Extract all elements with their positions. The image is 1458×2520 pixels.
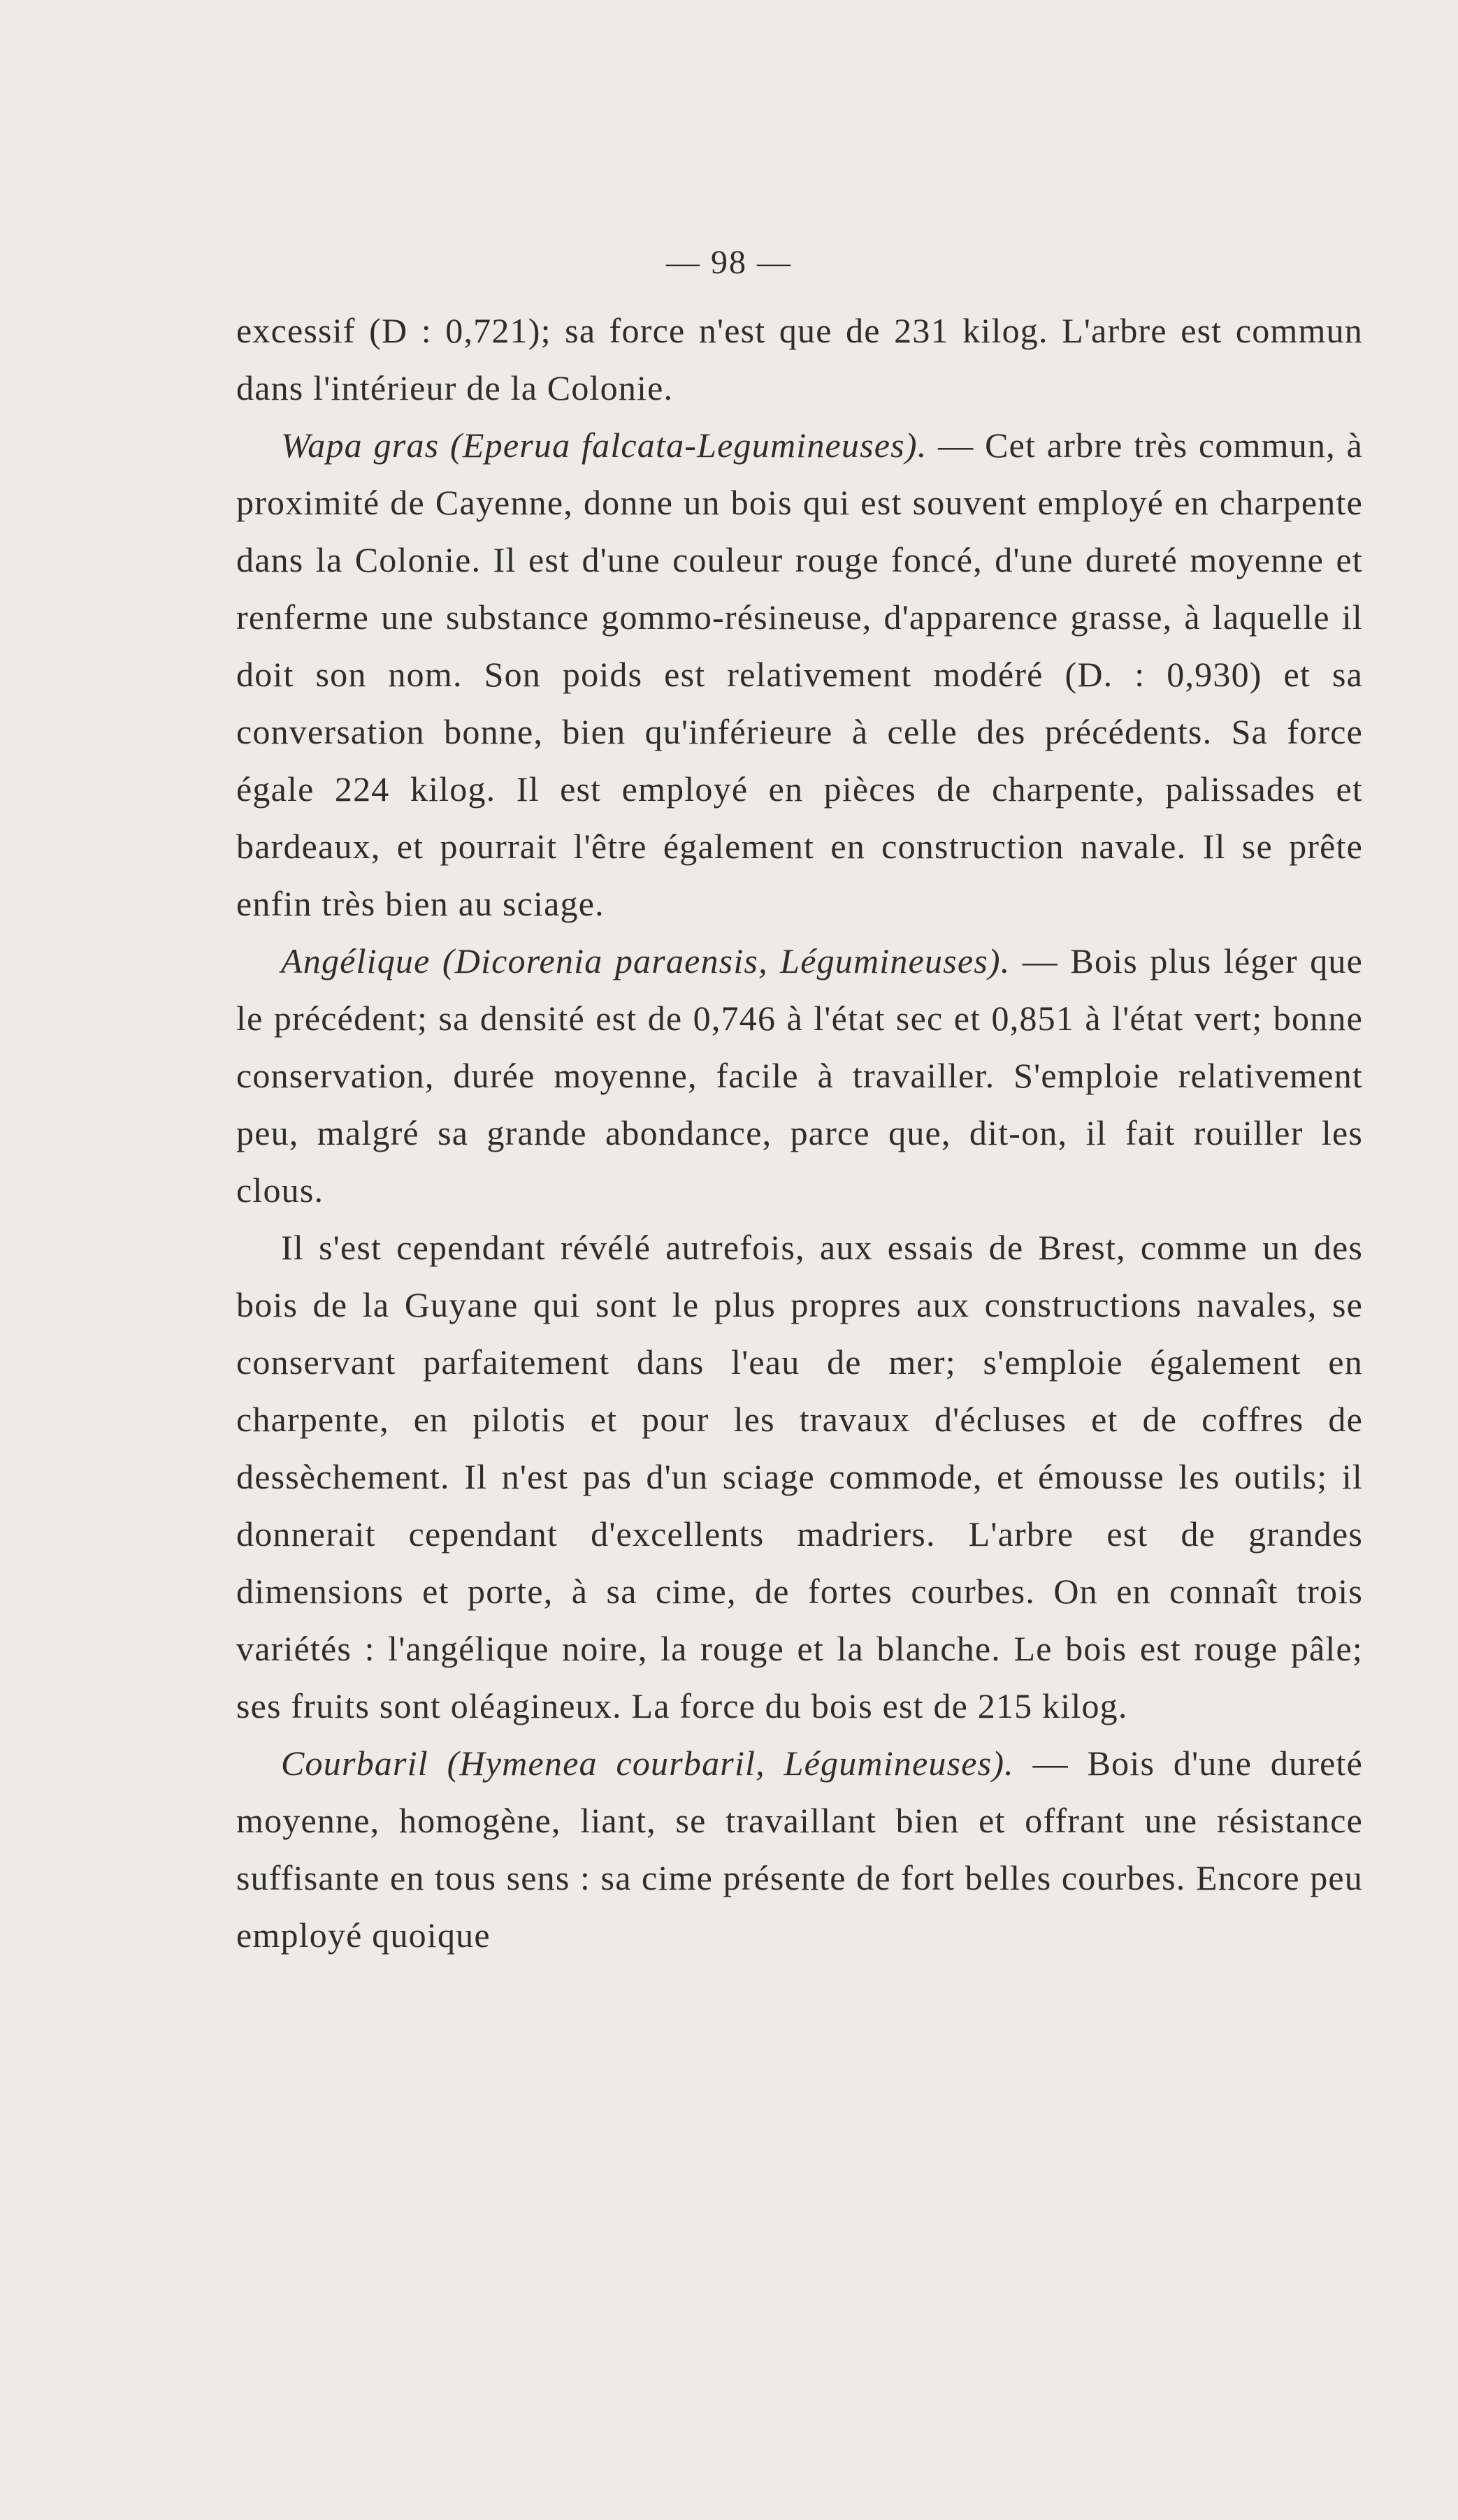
species-heading-wapa-gras: Wapa gras (Eperua falcata-Legumineuses). — [281, 426, 928, 465]
paragraph-angelique-continued — [236, 1219, 1363, 1735]
species-heading-courbaril: Courbaril (Hymenea courbaril, Légumineuses). — [281, 1744, 1014, 1783]
page-text — [236, 302, 1363, 1964]
paragraph-excessif — [236, 302, 1363, 417]
paragraph-text: Il s'est cependant révélé autrefois, aux essais de Brest, comme un des bois de la Guyane qui sont le plus propres aux constructions navales, se conservant parfaitement dans l'eau de mer; s'emploie également en charpente, en pilotis et pour les travaux d'écluses et de coffres de dessèchement. Il n'est pas d'un sciage commode, et émousse les outils; il donnerait cependant d'excellents madriers. L'arbre est de grandes dimensions et porte, à sa cime, de fortes courbes. On en connaît trois variétés : l'angélique noire, la rouge et la blanche. Le bois est rouge pâle; ses fruits sont oléagineux. La force du bois est de 215 kilog. — [236, 1228, 1363, 1725]
paragraph-angelique — [236, 932, 1363, 1219]
paragraph-courbaril — [236, 1735, 1363, 1964]
paragraph-text: — Cet arbre très commun, à proximité de Cayenne, donne un bois qui est souvent employé en charpente dans la Colonie. Il est d'une couleur rouge foncé, d'une dureté moyenne et renferme une substance gommo-résineuse, d'apparence grasse, à laquelle il doit son nom. Son poids est relativement modéré (D. : 0,930) et sa conversation bonne, bien qu'inférieure à celle des précédents. Sa force égale 224 kilog. Il est employé en pièces de charpente, palissades et bardeaux, et pourrait l'être également en construction navale. Il se prête enfin très bien au sciage. — [236, 426, 1363, 923]
page-number: — 98 — — [666, 244, 792, 281]
species-heading-angelique: Angélique (Dicorenia paraensis, Légumineuses). — [281, 941, 1011, 980]
paragraph-text: — Bois d'une dureté moyenne, homogène, liant, se travaillant bien et offrant une résistance suffisante en tous sens : sa cime présente de fort belles courbes. Encore peu employé quoique — [236, 1744, 1364, 1955]
paragraph-wapa-gras — [236, 417, 1363, 932]
paragraph-text: excessif (D : 0,721); sa force n'est que de 231 kilog. L'arbre est commun dans l'intérieur de la Colonie. — [236, 311, 1363, 407]
paragraph-text: — Bois plus léger que le précédent; sa densité est de 0,746 à l'état sec et 0,851 à l'état vert; bonne conservation, durée moyenne, facile à travailler. S'emploie relativement peu, malgré sa grande abondance, parce que, dit-on, il fait rouiller les clous. — [236, 941, 1363, 1210]
